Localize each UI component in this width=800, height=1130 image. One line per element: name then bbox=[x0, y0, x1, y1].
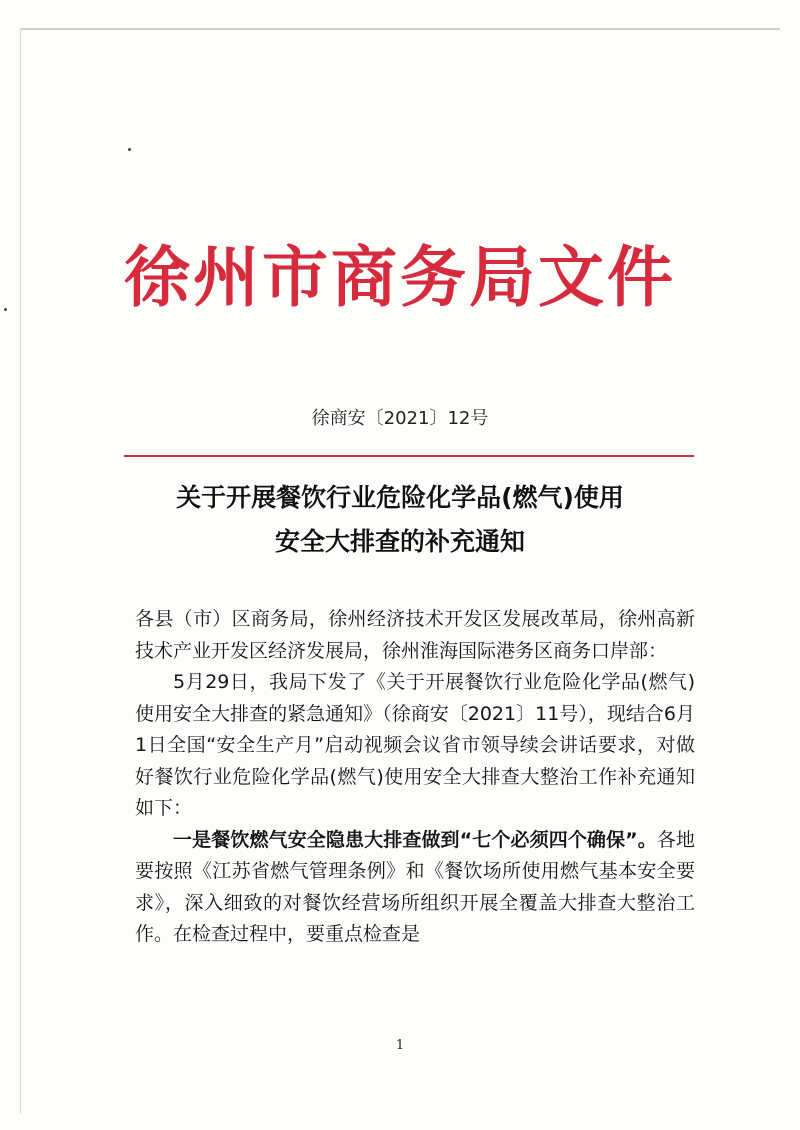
red-divider-line bbox=[124, 455, 694, 457]
document-body bbox=[135, 604, 695, 951]
document-title-line-2: 安全大排查的补充通知 bbox=[274, 527, 525, 556]
document-title-line-1: 关于开展餐饮行业危险化学品(燃气)使用 bbox=[176, 483, 624, 512]
masthead-title: 徐州市商务局文件 bbox=[124, 238, 676, 316]
paragraph-2-heading: 一是餐饮燃气安全隐患大排查做到“七个必须四个确保”。 bbox=[173, 828, 657, 851]
document-number: 徐商安〔2021〕12号 bbox=[311, 408, 489, 429]
scan-edge-top bbox=[20, 28, 780, 30]
salutation: 各县（市）区商务局，徐州经济技术开发区发展改革局，徐州高新技术产业开发区经济发展局，徐州淮海国际港务区商务口岸部： bbox=[135, 608, 695, 662]
paragraph-2-text: 各地要按照《江苏省燃气管理条例》和《餐饮场所使用燃气基本安全要求》，深入细致的对餐饮经营场所组织开展全覆盖大排查大整治工作。在检查过程中，要重点检查是 bbox=[135, 828, 695, 945]
page-number: 1 bbox=[395, 1038, 405, 1053]
scan-speck bbox=[128, 148, 131, 151]
paragraph-1: 5月29日，我局下发了《关于开展餐饮行业危险化学品(燃气)使用安全大排查的紧急通知》（徐商安〔2021〕11号），现结合6月1日全国“安全生产月”启动视频会议省市领导续会讲话要求，对做好餐饮行业危险化学品(燃气)使用安全大排查大整治工作补充通知如下： bbox=[135, 671, 695, 819]
scan-edge-left bbox=[20, 28, 21, 1114]
paragraph-2 bbox=[135, 825, 695, 951]
